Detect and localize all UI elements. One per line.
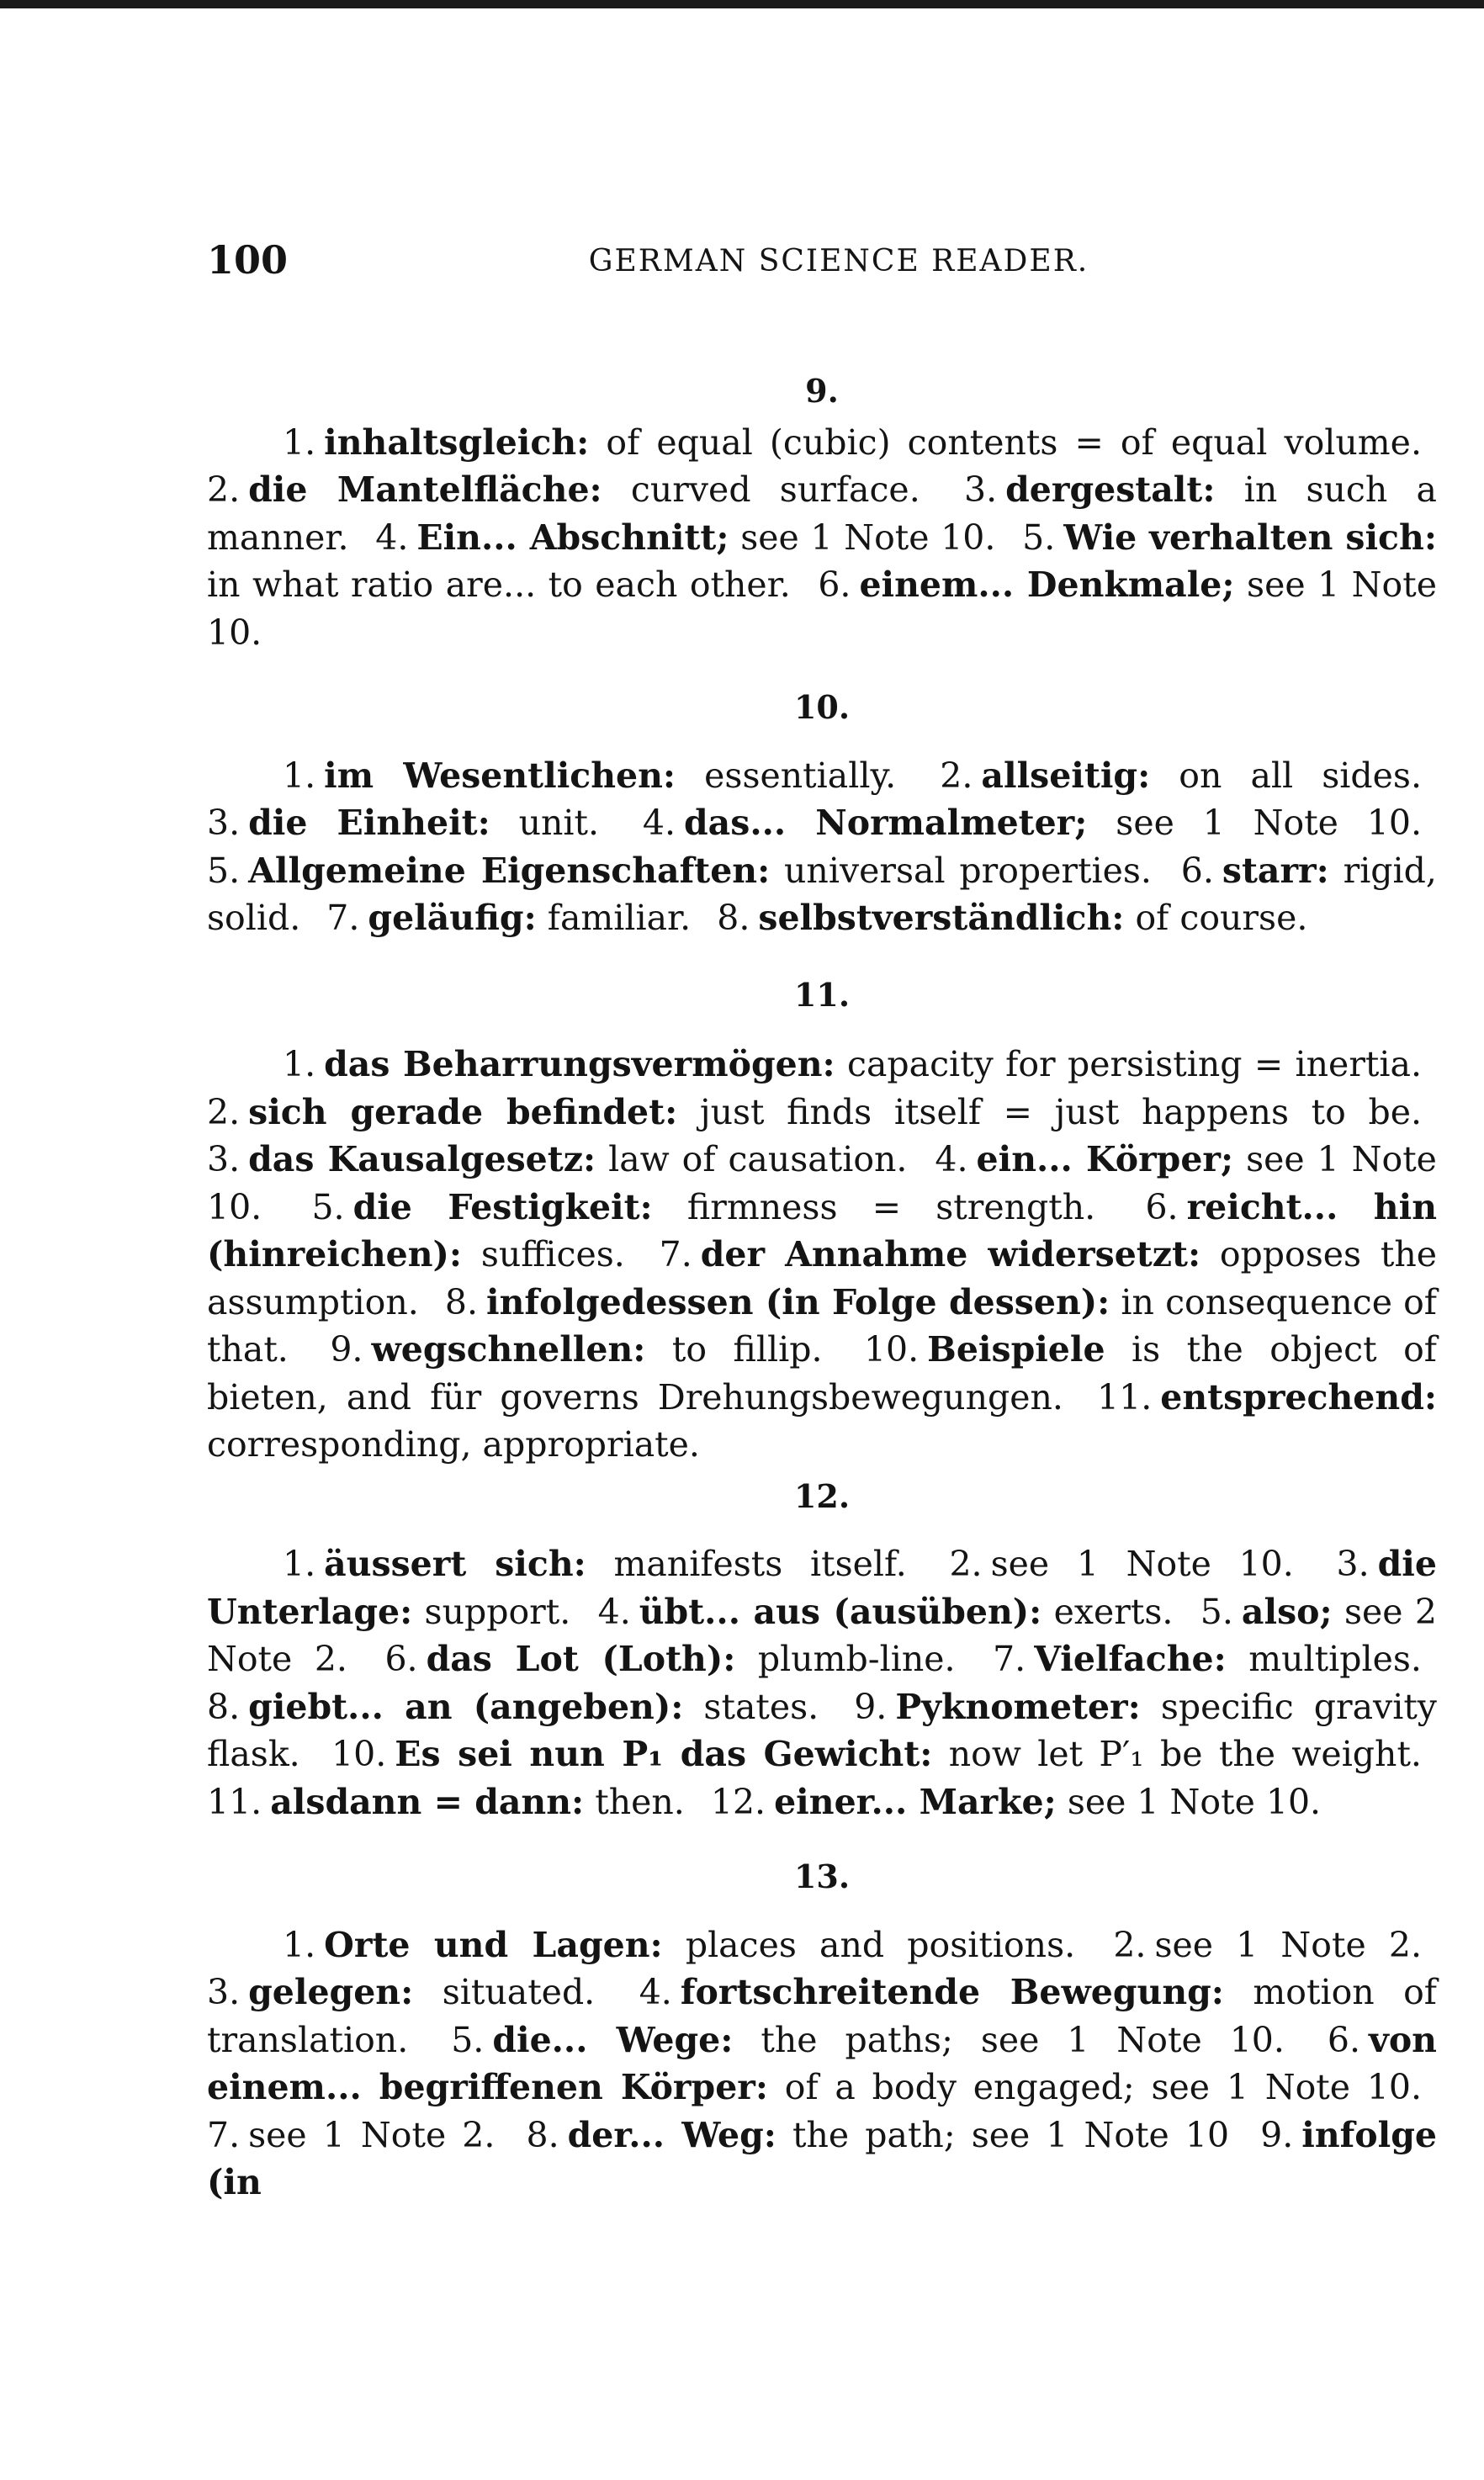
note-term: alsdann = dann: (270, 1781, 585, 1822)
note-gloss: exerts. (1053, 1591, 1174, 1632)
note-term: das Lot (Loth): (426, 1639, 736, 1680)
note-entry (993, 1639, 1422, 1679)
note-term: also; (1241, 1591, 1333, 1632)
note-number: 9. (330, 1329, 363, 1370)
section-heading: 12. (793, 1476, 851, 1515)
note-entry (283, 1544, 907, 1584)
note-number: 5. (207, 850, 241, 891)
note-term: Beispiele (927, 1329, 1105, 1370)
note-term: das... Normalmeter; (684, 803, 1088, 844)
note-term: ein... Körper; (976, 1139, 1234, 1180)
note-gloss: states. (703, 1686, 819, 1727)
note-number: 2. (207, 1091, 241, 1132)
note-entry (283, 1925, 1075, 1965)
note-entry (207, 2115, 495, 2155)
note-term: die... Wege: (492, 2019, 734, 2060)
note-gloss: the paths; see 1 Note 10. (761, 2019, 1285, 2060)
note-gloss: see 1 Note 10. (740, 517, 996, 558)
note-entry (527, 2115, 1230, 2155)
note-section (207, 372, 1437, 656)
note-gloss: see 2 Note 2. (207, 1591, 1437, 1680)
note-term: Es sei nun P₁ das Gewicht: (395, 1734, 933, 1775)
note-number: 10. (863, 1329, 920, 1370)
note-gloss: motion of translation. (207, 1972, 1437, 2060)
note-gloss: in consequence of that. (207, 1281, 1437, 1370)
note-term: fortschreitende Bewegung: (680, 1972, 1224, 2013)
note-number: 12. (710, 1781, 766, 1822)
notes-paragraph (207, 1540, 1437, 1826)
note-gloss: see 1 Note 2. (1154, 1924, 1423, 1965)
page-top-edge (0, 0, 1484, 8)
note-gloss: in what ratio are... to each other. (207, 564, 791, 606)
note-number: 10. (331, 1734, 387, 1775)
note-term: die Unterlage: (207, 1544, 1437, 1632)
note-gloss: see 1 Note 10. (207, 564, 1437, 653)
note-number: 1. (283, 1924, 316, 1965)
note-number: 5. (451, 2019, 485, 2060)
note-number: 6. (1327, 2019, 1360, 2060)
note-number: 6. (384, 1639, 418, 1680)
note-term: das Beharrungsvermögen: (324, 1044, 835, 1085)
note-gloss: manifests itself. (613, 1544, 907, 1585)
section-heading: 9. (805, 372, 839, 410)
note-term: von einem... begriffenen Körper: (207, 2019, 1437, 2108)
note-section (207, 1857, 1437, 2207)
note-gloss: on all sides. (1179, 755, 1422, 796)
note-term: der... Weg: (567, 2114, 776, 2155)
note-entry (283, 422, 1422, 463)
running-title: GERMAN SCIENCE READER. (588, 244, 1089, 278)
note-gloss: universal properties. (784, 850, 1152, 891)
note-gloss: then. (595, 1781, 685, 1822)
note-entry (207, 469, 920, 510)
note-entry (331, 1734, 1422, 1774)
running-head (207, 237, 1437, 288)
note-gloss: see 1 Note 10. (1067, 1781, 1322, 1822)
note-number: 2. (1113, 1924, 1147, 1965)
note-number: 8. (717, 898, 750, 939)
note-term: äussert sich: (324, 1544, 586, 1585)
note-term: die Festigkeit: (352, 1186, 653, 1227)
note-term: selbstverständlich: (758, 898, 1125, 939)
note-term: starr: (1222, 850, 1329, 891)
note-number: 11. (207, 1781, 262, 1822)
note-gloss: just finds itself = just happens to be. (699, 1091, 1422, 1132)
note-number: 6. (1145, 1186, 1179, 1227)
note-entry (598, 1592, 1174, 1632)
note-number: 9. (854, 1686, 888, 1727)
note-entry (207, 1972, 595, 2012)
note-number: 8. (207, 1686, 241, 1727)
note-term: inhaltsgleich: (324, 421, 590, 463)
note-entry (207, 1687, 819, 1727)
note-gloss: corresponding, appropriate. (207, 1424, 700, 1465)
note-gloss: see 1 Note 10. (990, 1544, 1294, 1585)
note-entry (643, 803, 1422, 843)
note-number: 4. (642, 803, 676, 844)
note-term: im Wesentlichen: (324, 755, 676, 796)
note-number: 4. (597, 1591, 631, 1632)
note-entry (330, 1329, 822, 1370)
section-heading: 13. (793, 1857, 851, 1896)
note-number: 3. (207, 1972, 241, 2013)
note-gloss: see 1 Note 10. (207, 1139, 1437, 1227)
note-number: 9. (1260, 2114, 1294, 2155)
note-term: Vielfache: (1034, 1639, 1227, 1680)
note-gloss: law of causation. (608, 1139, 908, 1180)
note-term: das Kausalgesetz: (248, 1139, 596, 1180)
note-term: infolge (in (207, 2114, 1437, 2203)
note-gloss: situated. (442, 1972, 596, 2013)
note-number: 5. (1200, 1591, 1233, 1632)
note-section (207, 976, 1437, 1469)
note-term: Allgemeine Eigenschaften: (248, 850, 771, 891)
note-gloss: specific gravity flask. (207, 1686, 1437, 1775)
note-number: 7. (326, 898, 360, 939)
note-number: 11. (1097, 1376, 1153, 1418)
note-term: übt... aus (ausüben): (639, 1591, 1042, 1632)
note-entry (207, 803, 599, 843)
note-term: reicht... hin (hinreichen): (207, 1186, 1437, 1275)
page (207, 237, 1437, 2207)
note-gloss: of equal (cubic) contents = of equal volume. (606, 421, 1422, 463)
note-term: einem... Denkmale; (859, 564, 1235, 606)
notes-paragraph (207, 419, 1437, 657)
note-term: sich gerade befindet: (248, 1091, 678, 1132)
note-entry (283, 1044, 1422, 1084)
note-term: Pyknometer: (895, 1686, 1141, 1727)
note-gloss: plumb-line. (757, 1639, 956, 1680)
note-number: 4. (375, 517, 409, 558)
note-number: 1. (283, 1044, 316, 1085)
note-section (207, 688, 1437, 942)
note-number: 7. (993, 1639, 1026, 1680)
note-term: Orte und Lagen: (324, 1924, 663, 1965)
note-entry (207, 1092, 1422, 1132)
note-number: 7. (207, 2114, 241, 2155)
note-gloss: rigid, solid. (207, 850, 1437, 939)
note-gloss: places and positions. (685, 1924, 1076, 1965)
note-gloss: support. (424, 1591, 571, 1632)
note-number: 7. (659, 1234, 692, 1275)
note-gloss: of a body engaged; see 1 Note 10. (784, 2067, 1422, 2108)
note-term: entsprechend: (1160, 1376, 1437, 1418)
note-term: die Einheit: (248, 803, 490, 844)
note-term: gelegen: (248, 1972, 414, 2013)
note-gloss: to fillip. (671, 1329, 823, 1370)
note-entry (283, 755, 896, 796)
note-number: 4. (935, 1139, 968, 1180)
notes-paragraph (207, 752, 1437, 942)
note-number: 4. (639, 1972, 672, 2013)
note-gloss: see 1 Note 10. (1116, 803, 1422, 844)
note-term: der Annahme widersetzt: (700, 1234, 1201, 1275)
note-gloss: in such a manner. (207, 469, 1437, 558)
note-entry (207, 1782, 685, 1822)
note-section (207, 1477, 1437, 1826)
note-number: 3. (1336, 1544, 1370, 1585)
note-term: infolgedessen (in Folge dessen): (486, 1281, 1110, 1322)
section-heading: 10. (793, 688, 851, 727)
note-gloss: of course. (1135, 898, 1308, 939)
note-gloss: multiples. (1248, 1639, 1422, 1680)
note-number: 1. (283, 755, 316, 796)
note-term: einer... Marke; (774, 1781, 1057, 1822)
note-number: 6. (1180, 850, 1214, 891)
notes-paragraph (207, 1041, 1437, 1469)
page-number: 100 (207, 237, 289, 283)
note-term: allseitig: (981, 755, 1151, 796)
note-entry (949, 1544, 1293, 1584)
note-entry (940, 755, 1422, 796)
note-term: dergestalt: (1005, 469, 1216, 511)
note-term: Ein... Abschnitt; (416, 517, 729, 558)
note-entry (384, 1639, 955, 1679)
note-term: wegschnellen: (371, 1329, 646, 1370)
note-gloss: curved surface. (630, 469, 920, 511)
note-entry (326, 898, 691, 938)
note-gloss: unit. (518, 803, 600, 844)
note-number: 3. (963, 469, 998, 511)
note-entry (207, 851, 1152, 891)
note-number: 2. (940, 755, 973, 796)
note-entry (1113, 1925, 1422, 1965)
note-gloss: now let P′₁ be the weight. (948, 1734, 1422, 1775)
note-number: 8. (444, 1281, 479, 1322)
note-gloss: opposes the assumption. (207, 1234, 1437, 1322)
note-number: 5. (311, 1186, 345, 1227)
note-gloss: see 1 Note 2. (248, 2114, 496, 2155)
note-entry (311, 1187, 1095, 1227)
note-gloss: is the object of bieten, and für governs Drehungsbewegungen. (207, 1329, 1437, 1418)
note-term: geläufig: (368, 898, 537, 939)
note-number: 3. (207, 803, 241, 844)
notes-paragraph (207, 1921, 1437, 2207)
note-number: 2. (949, 1544, 983, 1585)
note-number: 5. (1022, 517, 1056, 558)
section-heading: 11. (793, 975, 851, 1014)
note-gloss: suffices. (480, 1234, 625, 1275)
note-term: die Mantelfläche: (248, 469, 602, 511)
note-entry (451, 2020, 1285, 2060)
note-entry (375, 517, 995, 558)
note-gloss: essentially. (704, 755, 897, 796)
note-entry (711, 1782, 1321, 1822)
note-number: 1. (283, 1544, 316, 1585)
note-entry (207, 1139, 907, 1179)
note-gloss: familiar. (547, 898, 692, 939)
note-gloss: firmness = strength. (686, 1186, 1096, 1227)
note-gloss: the path; see 1 Note 10 (792, 2114, 1230, 2155)
note-number: 6. (818, 564, 851, 606)
note-entry (717, 898, 1307, 938)
notes-sections (207, 372, 1437, 2207)
note-number: 3. (207, 1139, 241, 1180)
note-number: 8. (526, 2114, 559, 2155)
note-gloss: capacity for persisting = inertia. (847, 1044, 1422, 1085)
note-number: 2. (207, 469, 241, 511)
note-term: Wie verhalten sich: (1063, 517, 1437, 558)
note-number: 1. (283, 421, 316, 463)
note-term: giebt... an (angeben): (248, 1686, 684, 1727)
